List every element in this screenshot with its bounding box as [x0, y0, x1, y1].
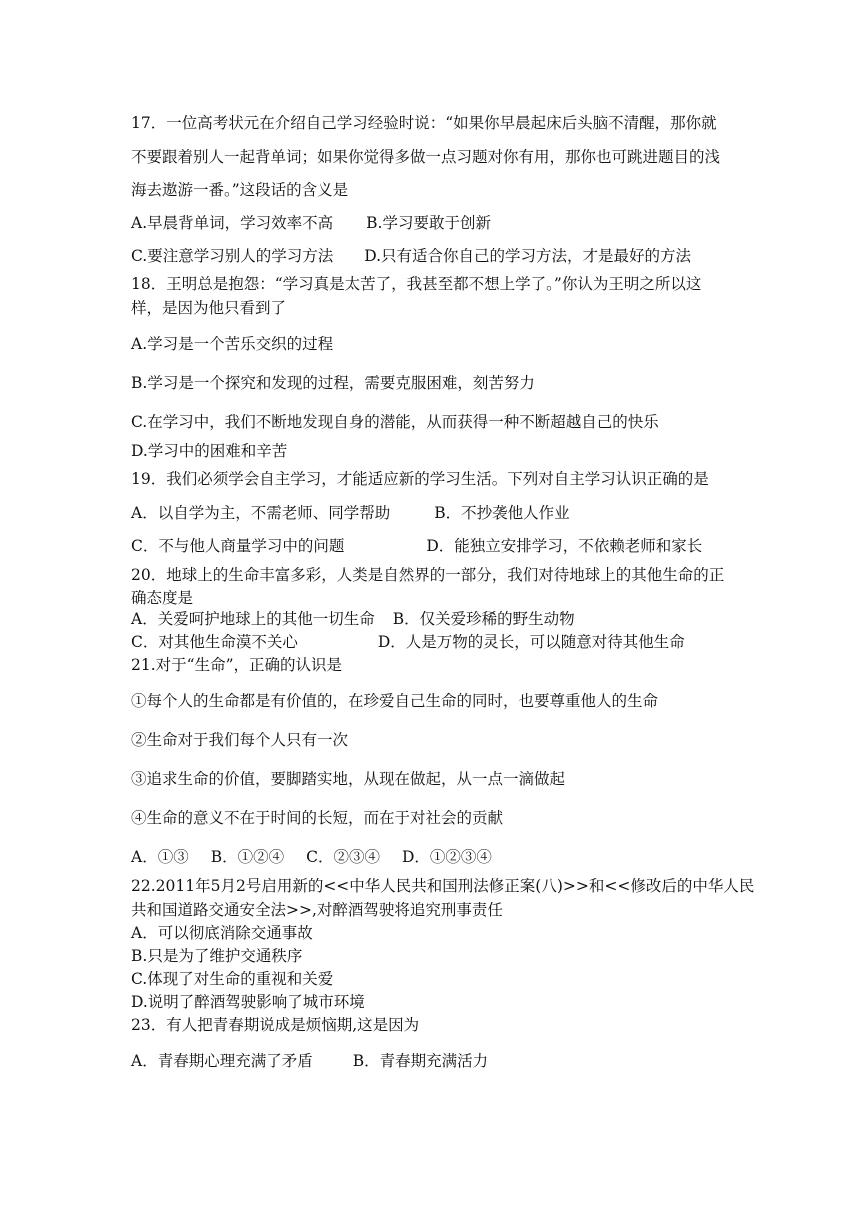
- q22-option-d: D.说明了醉酒驾驶影响了城市环境: [131, 993, 365, 1011]
- q21-statement-4: ④生命的意义不在于时间的长短，而在于对社会的贡献: [131, 809, 504, 827]
- q19-option-d: D．能独立安排学习，不依赖老师和家长: [426, 537, 703, 555]
- q21-statement-2: ②生命对于我们每个人只有一次: [131, 731, 349, 749]
- q23-stem: 23．有人把青春期说成是烦恼期,这是因为: [131, 1016, 420, 1034]
- q21-option-c: C．②③④: [306, 848, 380, 866]
- q22-option-c: C.体现了对生命的重视和关爱: [131, 970, 334, 988]
- q23-options-ab: [131, 1051, 488, 1071]
- q21-statement-3: ③追求生命的价值，要脚踏实地，从现在做起，从一点一滴做起: [131, 770, 566, 788]
- q18-option-c: C.在学习中，我们不断地发现自身的潜能，从而获得一种不断超越自己的快乐: [131, 413, 659, 431]
- q21-option-d: D．①②③④: [401, 848, 492, 866]
- q17-option-b: B.学习要敢于创新: [366, 214, 491, 232]
- q19-options-ab: [131, 503, 570, 523]
- q21-options: [131, 847, 492, 867]
- q21-option-a: A．①③: [131, 848, 189, 866]
- q23-option-b: B．青春期充满活力: [352, 1052, 489, 1070]
- q18-option-d: D.学习中的困难和辛苦: [131, 442, 288, 460]
- q17-option-c: C.要注意学习别人的学习方法: [131, 247, 334, 265]
- q20-stem-line2: 确态度是: [131, 589, 194, 607]
- q20-option-b: B．仅关爱珍稀的野生动物: [392, 610, 575, 628]
- q17-stem-line1: 17．一位高考状元在介绍自己学习经验时说：“如果你早晨起床后头脑不清醒，那你就: [131, 114, 717, 132]
- q22-option-b: B.只是为了维护交通秩序: [131, 947, 303, 965]
- q18-option-b: B.学习是一个探究和发现的过程，需要克服困难，刻苦努力: [131, 374, 535, 392]
- q17-options-ab: [131, 213, 491, 233]
- q17-stem-line3: 海去遨游一番。”这段话的含义是: [131, 181, 349, 199]
- q21-stem: 21.对于“生命”，正确的认识是: [131, 656, 342, 674]
- q18-stem-line1: 18．王明总是抱怨：“学习真是太苦了，我甚至都不想上学了。”你认为王明之所以这: [131, 275, 702, 293]
- q19-stem: 19．我们必须学会自主学习，才能适应新的学习生活。下列对自主学习认识正确的是: [131, 470, 709, 488]
- q20-option-a: A．关爱呵护地球上的其他一切生命: [131, 610, 375, 628]
- q21-statement-1: ①每个人的生命都是有价值的，在珍爱自己生命的同时，也要尊重他人的生命: [131, 692, 659, 710]
- q17-option-d: D.只有适合你自己的学习方法，才是最好的方法: [364, 247, 692, 265]
- q22-option-a: A．可以彻底消除交通事故: [131, 924, 313, 942]
- q18-stem-line2: 样，是因为他只看到了: [131, 299, 287, 317]
- q20-options-cd: [131, 632, 685, 652]
- q19-option-b: B．不抄袭他人作业: [434, 504, 570, 522]
- q20-option-d: D．人是万物的灵长，可以随意对待其他生命: [377, 633, 685, 651]
- q20-option-c: C．对其他生命漠不关心: [131, 633, 298, 651]
- q19-option-a: A．以自学为主，不需老师、同学帮助: [131, 504, 391, 522]
- q22-stem-line1: 22.2011年5月2号启用新的<<中华人民共和国刑法修正案(八)>>和<<修改后的中华人民: [131, 877, 755, 895]
- q17-options-cd: [131, 246, 691, 266]
- q18-option-a: A.学习是一个苦乐交织的过程: [131, 335, 334, 353]
- q20-options-ab: [131, 609, 575, 629]
- q19-option-c: C．不与他人商量学习中的问题: [131, 537, 345, 555]
- q17-stem-line2: 不要跟着别人一起背单词；如果你觉得多做一点习题对你有用，那你也可跳进题目的浅: [131, 148, 721, 166]
- q19-options-cd: [131, 536, 702, 556]
- q20-stem-line1: 20．地球上的生命丰富多彩，人类是自然界的一部分，我们对待地球上的其他生命的正: [131, 566, 725, 584]
- q17-option-a: A.早晨背单词，学习效率不高: [131, 214, 334, 232]
- q21-option-b: B．①②④: [210, 848, 285, 866]
- q22-stem-line2: 共和国道路交通安全法>>,对醉酒驾驶将追究刑事责任: [131, 901, 503, 919]
- q23-option-a: A．青春期心理充满了矛盾: [131, 1052, 313, 1070]
